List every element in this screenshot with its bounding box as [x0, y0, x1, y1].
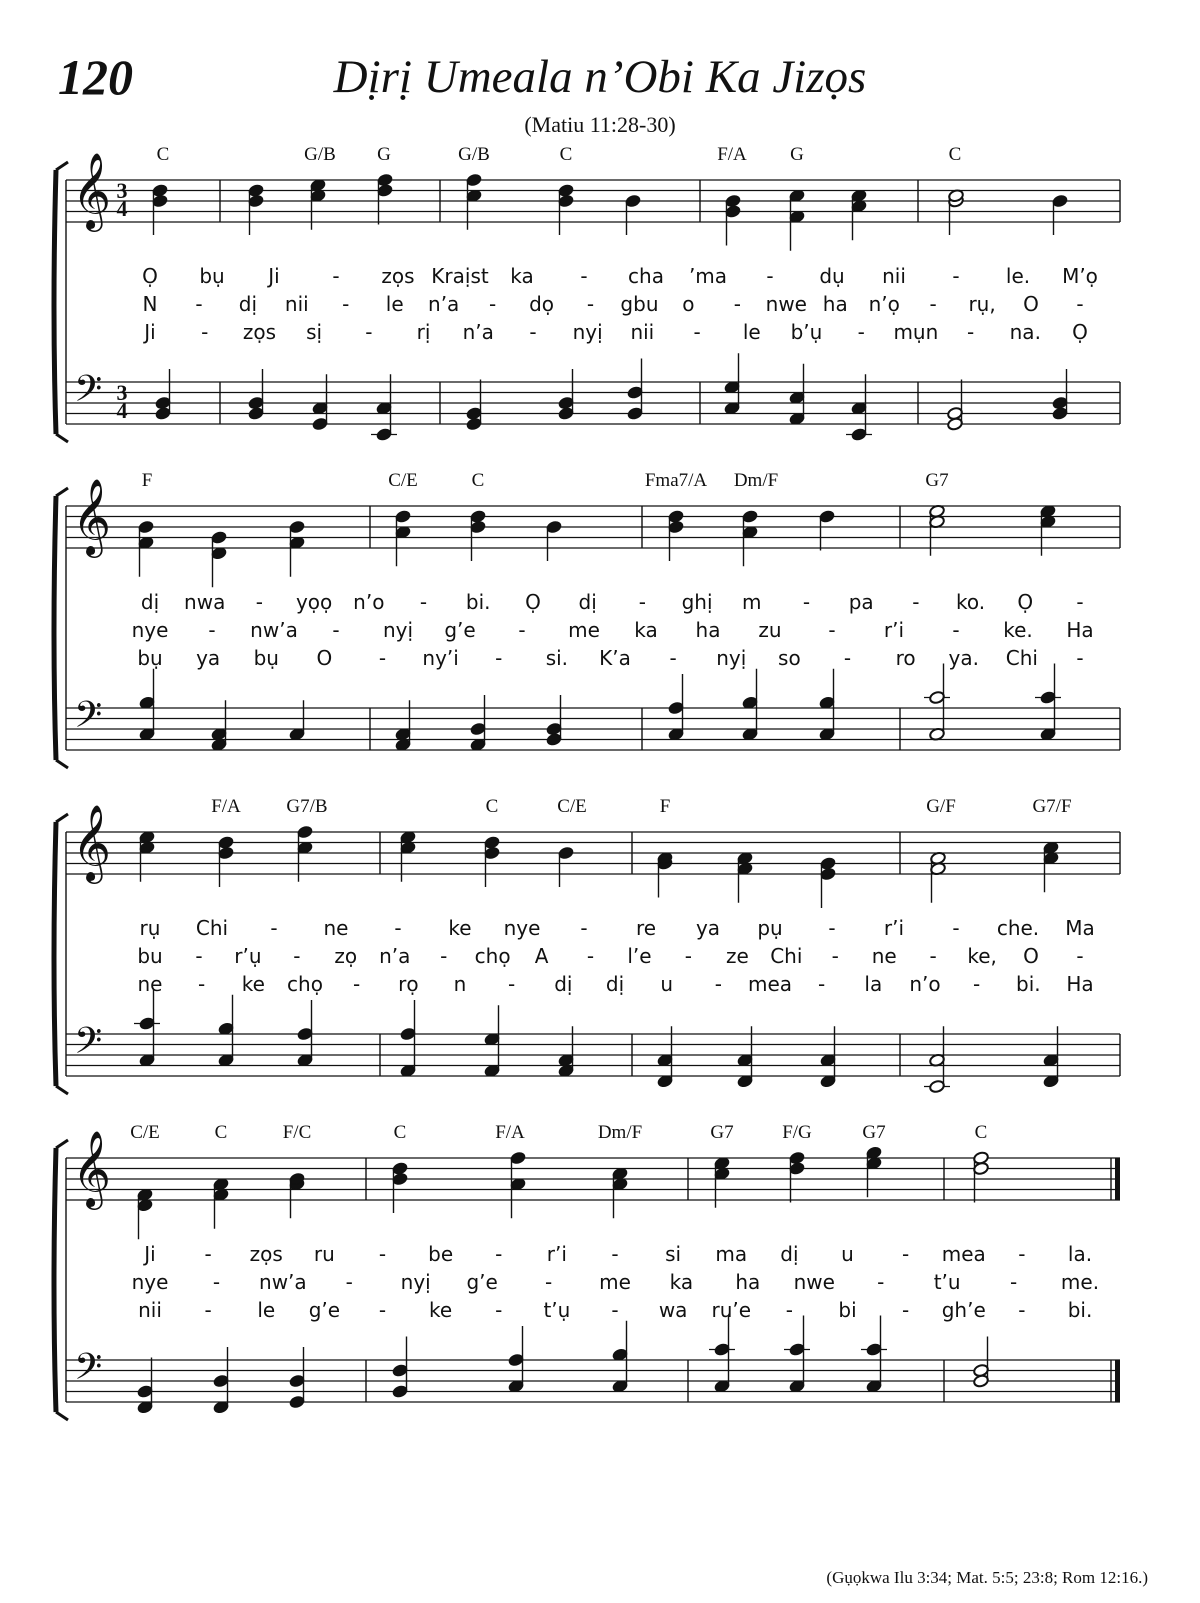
lyric-syllable: ke — [448, 916, 472, 940]
lyric-syllable: - — [973, 972, 981, 996]
lyric-syllable: ka — [510, 264, 534, 288]
lyric-syllable: - — [201, 320, 209, 344]
lyric-syllable: nii — [882, 264, 906, 288]
chord-symbol: G7 — [925, 470, 949, 491]
lyric-syllable: - — [208, 618, 216, 642]
lyric-syllable: - — [270, 916, 278, 940]
music-system — [0, 1118, 1200, 1448]
lyric-syllable: m — [742, 590, 762, 614]
lyric-syllable: - — [611, 1298, 619, 1322]
hymn-title: Dịrị Umeala n’Obi Ka Jizọs — [333, 51, 867, 103]
lyric-syllable: - — [518, 618, 526, 642]
lyric-syllable: ya. — [948, 646, 979, 670]
lyric-syllable: ya — [695, 916, 721, 940]
chord-symbol: G7/F — [1032, 796, 1072, 817]
lyric-syllable: - — [857, 320, 865, 344]
lyric-syllable: sị — [306, 320, 323, 344]
lyric-syllable: Ji — [144, 1242, 156, 1266]
lyric-syllable: - — [693, 320, 701, 344]
treble-clef: 𝄞 — [72, 804, 112, 881]
lyric-syllable: ny’i — [422, 646, 459, 670]
lyric-syllable: - — [684, 944, 693, 968]
lyric-syllable: n — [453, 972, 467, 996]
lyric-syllable: - — [529, 320, 537, 344]
lyric-syllable: - — [345, 1270, 353, 1294]
lyric-syllable: - — [714, 972, 722, 996]
lyric-syllable: rụ — [139, 916, 161, 940]
lyric-syllable: - — [818, 972, 826, 996]
lyric-syllable: r’i — [883, 618, 905, 642]
lyric-syllable: wa — [658, 1298, 688, 1322]
lyric-syllable: ke, — [967, 944, 997, 968]
lyric-syllable: ha — [735, 1270, 761, 1294]
lyric-syllable: - — [495, 1242, 503, 1266]
lyric-syllable: nii — [138, 1298, 162, 1322]
lyric-syllable: - — [1018, 1298, 1026, 1322]
chord-symbol: C — [948, 144, 962, 165]
chord-symbol: G/F — [926, 796, 956, 817]
lyric-syllable: Ha — [1066, 618, 1094, 642]
chord-symbol: F/G — [782, 1122, 812, 1143]
system-bracket — [54, 822, 56, 1086]
lyric-syllable: nwa — [184, 590, 226, 614]
lyric-syllable: nwe — [765, 292, 807, 316]
chord-symbol: C — [214, 1122, 228, 1143]
lyric-syllable: - — [638, 590, 646, 614]
lyric-syllable: - — [195, 292, 203, 316]
lyric-syllable: - — [204, 1242, 212, 1266]
lyric-syllable: N — [142, 292, 158, 316]
lyric-syllable: g’e — [308, 1298, 341, 1322]
lyric-syllable: pụ — [757, 916, 783, 940]
lyric-syllable: - — [204, 1298, 212, 1322]
lyric-syllable: - — [495, 1298, 503, 1322]
lyric-syllable: mụn — [893, 320, 939, 344]
lyric-syllable: che. — [996, 916, 1040, 940]
lyric-syllable: - — [1076, 590, 1084, 614]
treble-clef: 𝄞 — [72, 478, 112, 555]
lyric-syllable: Ji — [268, 264, 280, 288]
staff-svg — [0, 792, 1200, 1122]
lyric-syllable: dụ — [819, 264, 845, 288]
lyric-syllable: dị — [554, 972, 573, 996]
lyric-syllable: - — [198, 972, 206, 996]
lyric-syllable: l’e — [627, 944, 652, 968]
system-bracket — [54, 170, 56, 434]
chord-symbol: Dm/F — [597, 1122, 643, 1143]
lyric-syllable: - — [902, 1298, 910, 1322]
lyric-syllable: le — [385, 292, 404, 316]
lyric-syllable: O — [1023, 944, 1039, 968]
treble-clef: 𝄞 — [72, 152, 112, 229]
lyric-syllable: n’o — [353, 590, 385, 614]
lyric-syllable: - — [332, 618, 340, 642]
chord-symbol: F/C — [282, 1122, 312, 1143]
lyric-syllable: - — [419, 590, 428, 614]
lyric-syllable: ke. — [1003, 618, 1033, 642]
lyric-syllable: yọọ — [295, 590, 333, 614]
lyric-syllable: - — [440, 944, 448, 968]
lyric-syllable: g’e — [466, 1270, 498, 1294]
lyric-syllable: Ma — [1065, 916, 1095, 940]
lyric-syllable: ka — [634, 618, 658, 642]
chord-symbol: C — [485, 796, 499, 817]
lyric-syllable: - — [1076, 646, 1084, 670]
lyric-syllable: chọ — [474, 944, 511, 968]
lyric-syllable: nyị — [572, 320, 603, 344]
chord-symbol: F/A — [211, 796, 241, 817]
lyric-syllable: - — [1018, 1242, 1026, 1266]
chord-symbol: Fma7/A — [644, 470, 708, 491]
lyric-syllable: rọ — [398, 972, 419, 996]
lyric-syllable: - — [544, 1270, 553, 1294]
lyric-syllable: Chi — [1005, 646, 1038, 670]
lyric-syllable: nii — [630, 320, 655, 344]
lyric-syllable: u — [660, 972, 673, 996]
lyric-syllable: - — [902, 1242, 910, 1266]
lyric-syllable: gbu — [620, 292, 659, 316]
lyric-syllable: ru’e — [711, 1298, 752, 1322]
lyric-syllable: le. — [1005, 264, 1031, 288]
time-signature: 3 4 — [116, 178, 128, 221]
chord-symbol: G7 — [710, 1122, 734, 1143]
chord-symbol: C/E — [130, 1122, 160, 1143]
lyric-syllable: - — [586, 944, 595, 968]
lyric-syllable: - — [828, 618, 836, 642]
lyric-syllable: K’a — [599, 646, 631, 670]
lyric-syllable: - — [952, 618, 960, 642]
lyric-syllable: so — [778, 646, 801, 670]
lyric-syllable: nw’a — [259, 1270, 307, 1294]
lyric-syllable: - — [669, 646, 677, 670]
chord-symbol: F/A — [495, 1122, 525, 1143]
lyric-syllable: zọs — [242, 320, 276, 344]
lyric-syllable: mea — [747, 972, 793, 996]
lyric-syllable: ke — [241, 972, 265, 996]
lyric-syllable: bu — [137, 944, 163, 968]
lyric-syllable: ghị — [681, 590, 713, 614]
lyric-syllable: Ọ — [1017, 590, 1034, 614]
lyric-syllable: ka — [669, 1270, 694, 1294]
lyric-syllable: me. — [1060, 1270, 1100, 1294]
lyric-syllable: Ha — [1066, 972, 1094, 996]
lyric-syllable: O — [316, 646, 333, 670]
music-system — [0, 792, 1200, 1122]
lyric-syllable: - — [877, 1270, 885, 1294]
lyric-syllable: n’ọ — [868, 292, 900, 316]
chord-symbol: G — [377, 144, 391, 165]
lyric-syllable: Ọ — [1072, 320, 1088, 344]
lyric-syllable: n’o — [909, 972, 941, 996]
lyric-syllable: A — [534, 944, 549, 968]
cross-references: (Gụọkwa Ilu 3:34; Mat. 5:5; 23:8; Rom 12:16.) — [826, 1568, 1148, 1587]
bass-clef: 𝄢 — [74, 368, 103, 419]
lyric-syllable: re — [635, 916, 657, 940]
lyric-syllable: r’i — [883, 916, 905, 940]
lyric-syllable: n’a — [428, 292, 460, 316]
lyric-syllable: nwe — [793, 1270, 835, 1294]
lyric-syllable: - — [831, 944, 839, 968]
lyric-syllable: Kraịst — [431, 264, 489, 288]
lyric-syllable: u — [841, 1242, 854, 1266]
lyric-syllable: - — [843, 646, 852, 670]
system-bracket — [54, 1148, 56, 1412]
lyric-syllable: - — [929, 944, 937, 968]
lyric-syllable: le — [257, 1298, 276, 1322]
lyric-syllable: o — [682, 292, 695, 316]
lyric-syllable: nw’a — [250, 618, 298, 642]
lyric-syllable: ya — [196, 646, 221, 670]
chord-symbol: C/E — [388, 470, 418, 491]
lyric-syllable: - — [332, 264, 340, 288]
lyric-syllable: r’i — [546, 1242, 567, 1266]
chord-symbol: C — [559, 144, 573, 165]
lyric-syllable: be — [428, 1242, 454, 1266]
lyric-syllable: - — [394, 916, 402, 940]
lyric-syllable: bụ — [253, 646, 279, 670]
chord-symbol: C — [974, 1122, 988, 1143]
lyric-syllable: ke — [429, 1298, 453, 1322]
lyric-syllable: bi. — [1067, 1298, 1093, 1322]
lyric-syllable: si — [665, 1242, 682, 1266]
lyric-syllable: zu — [758, 618, 782, 642]
scripture-reference: (Matiu 11:28-30) — [524, 112, 676, 137]
lyric-syllable: r’ụ — [234, 944, 262, 968]
lyric-syllable: Ọ — [142, 264, 158, 288]
lyric-syllable: - — [733, 292, 741, 316]
lyric-syllable: ne — [323, 916, 349, 940]
chord-symbol: C — [393, 1122, 407, 1143]
lyric-syllable: nii — [284, 292, 309, 316]
lyric-syllable: b’ụ — [790, 320, 823, 344]
lyric-syllable: - — [580, 916, 588, 940]
lyric-syllable: dọ — [529, 292, 555, 316]
lyric-syllable: t’u — [933, 1270, 961, 1294]
time-signature: 3 4 — [116, 380, 128, 423]
lyric-syllable: le — [742, 320, 761, 344]
lyric-syllable: bụ — [137, 646, 163, 670]
music-system — [0, 140, 1200, 470]
lyric-syllable: - — [508, 972, 516, 996]
chord-symbol: C/E — [557, 796, 587, 817]
lyric-syllable: bi — [838, 1298, 857, 1322]
lyric-syllable: n’a — [379, 944, 411, 968]
lyric-syllable: nye — [131, 1270, 169, 1294]
lyric-syllable: ha — [695, 618, 721, 642]
lyric-syllable: - — [580, 264, 588, 288]
lyric-syllable: g’e — [444, 618, 476, 642]
lyric-syllable: bi. — [1016, 972, 1041, 996]
lyric-syllable: - — [353, 972, 361, 996]
lyric-syllable: M’ọ — [1062, 264, 1098, 288]
lyric-syllable: bụ — [199, 264, 225, 288]
chord-symbol: F — [659, 796, 671, 817]
lyric-syllable: - — [966, 320, 975, 344]
lyric-syllable: nyị — [716, 646, 747, 670]
chord-symbol: C — [156, 144, 170, 165]
lyric-syllable: gh’e — [941, 1298, 986, 1322]
lyric-syllable: Chi — [195, 916, 229, 940]
lyric-syllable: ne — [871, 944, 897, 968]
lyric-syllable: me — [599, 1270, 631, 1294]
lyric-syllable: - — [365, 320, 373, 344]
lyric-syllable: ro — [895, 646, 916, 670]
lyric-syllable: ’ma — [688, 264, 728, 288]
lyric-syllable: mea — [941, 1242, 986, 1266]
lyric-syllable: me — [568, 618, 600, 642]
chord-symbol: G — [790, 144, 804, 165]
lyric-syllable: ze — [725, 944, 749, 968]
lyric-syllable: ha — [822, 292, 848, 316]
lyric-syllable: - — [293, 944, 301, 968]
lyric-syllable: t’ụ — [543, 1298, 571, 1322]
bass-clef: 𝄢 — [74, 694, 103, 745]
lyric-syllable: dị — [140, 590, 160, 614]
lyric-syllable: - — [1076, 292, 1084, 316]
chord-symbol: G7 — [862, 1122, 886, 1143]
lyric-syllable: - — [255, 590, 264, 614]
lyric-syllable: Chi — [770, 944, 803, 968]
lyric-syllable: - — [489, 292, 497, 316]
system-bracket — [54, 496, 56, 760]
lyric-syllable: Ji — [144, 320, 156, 344]
lyric-syllable: - — [802, 590, 811, 614]
lyric-syllable: si. — [545, 646, 569, 670]
chord-symbol: C — [471, 470, 485, 491]
lyric-syllable: la — [864, 972, 883, 996]
lyric-syllable: zọ — [334, 944, 358, 968]
lyric-syllable: - — [785, 1298, 793, 1322]
lyric-syllable: zọs — [381, 264, 415, 288]
treble-clef: 𝄞 — [72, 1130, 112, 1207]
music-system — [0, 466, 1200, 796]
lyric-syllable: Ọ — [525, 590, 541, 614]
staff-svg — [0, 140, 1200, 470]
lyric-syllable: - — [952, 264, 960, 288]
lyric-syllable: - — [1009, 1270, 1018, 1294]
lyric-syllable: - — [378, 646, 387, 670]
lyric-syllable: cha — [628, 264, 664, 288]
chord-symbol: Dm/F — [733, 470, 779, 491]
chord-symbol: F/A — [717, 144, 747, 165]
lyric-syllable: dị — [780, 1242, 799, 1266]
lyric-syllable: - — [611, 1242, 619, 1266]
lyric-syllable: na. — [1009, 320, 1041, 344]
lyric-syllable: - — [342, 292, 350, 316]
lyric-syllable: - — [195, 944, 203, 968]
lyric-syllable: - — [495, 646, 503, 670]
lyric-syllable: dị — [578, 590, 597, 614]
lyric-syllable: chọ — [287, 972, 323, 996]
lyric-syllable: nye — [503, 916, 541, 940]
lyric-syllable: ne — [137, 972, 163, 996]
chord-symbol: G/B — [458, 144, 490, 165]
lyric-syllable: - — [378, 1242, 387, 1266]
lyric-syllable: O — [1023, 292, 1039, 316]
lyric-syllable: rị — [416, 320, 431, 344]
lyric-syllable: bi. — [465, 590, 491, 614]
lyric-syllable: - — [586, 292, 595, 316]
hymn-number: 120 — [58, 49, 133, 105]
lyric-syllable: ma — [715, 1242, 748, 1266]
lyric-syllable: - — [378, 1298, 387, 1322]
lyric-syllable: - — [912, 590, 920, 614]
lyric-syllable: n’a — [462, 320, 494, 344]
lyric-syllable: nye — [131, 618, 169, 642]
bass-clef: 𝄢 — [74, 1346, 103, 1397]
lyric-syllable: rụ, — [968, 292, 996, 316]
lyric-syllable: - — [828, 916, 836, 940]
lyric-syllable: ko. — [956, 590, 986, 614]
lyric-syllable: - — [766, 264, 774, 288]
lyric-syllable: pa — [848, 590, 874, 614]
lyric-syllable: zọs — [249, 1242, 283, 1266]
lyric-syllable: nyị — [400, 1270, 431, 1294]
chord-symbol: F — [141, 470, 153, 491]
lyric-syllable: - — [212, 1270, 221, 1294]
lyric-syllable: - — [929, 292, 937, 316]
lyric-syllable: nyị — [382, 618, 414, 642]
lyric-syllable: - — [1076, 944, 1084, 968]
lyric-syllable: - — [952, 916, 960, 940]
lyric-syllable: la. — [1067, 1242, 1093, 1266]
chord-symbol: G7/B — [286, 796, 328, 817]
lyric-syllable: dị — [605, 972, 625, 996]
chord-symbol: G/B — [304, 144, 336, 165]
bass-clef: 𝄢 — [74, 1020, 103, 1071]
lyric-syllable: dị — [238, 292, 258, 316]
lyric-syllable: ru — [313, 1242, 335, 1266]
